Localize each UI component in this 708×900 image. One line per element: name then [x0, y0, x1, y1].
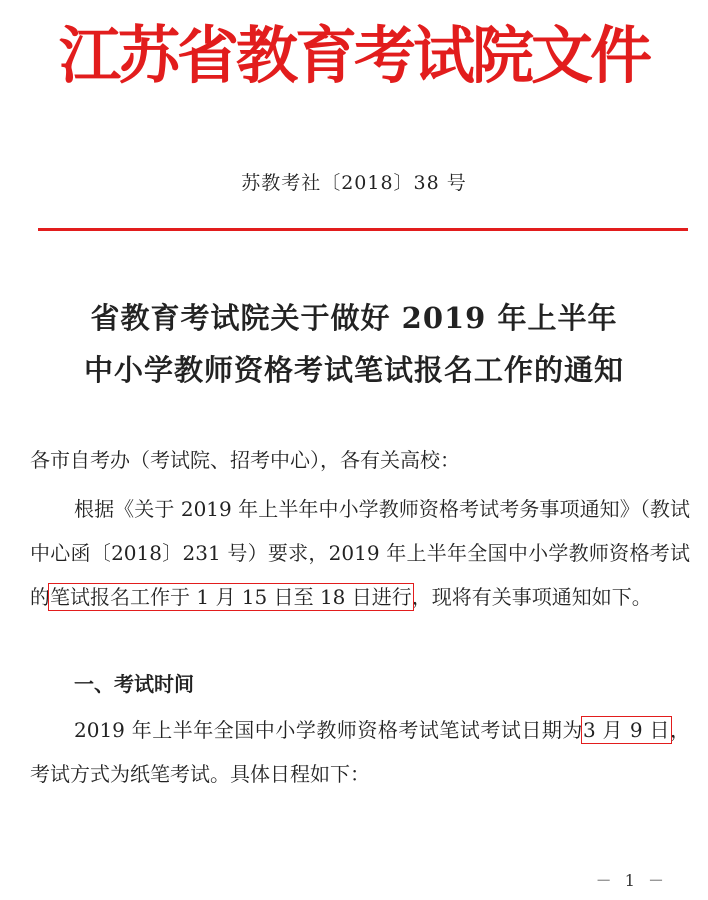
section-heading-exam-time: 一、考试时间 — [74, 672, 194, 696]
notice-title-line-1: 省教育考试院关于做好 2019 年上半年 — [90, 301, 618, 335]
salutation: 各市自考办（考试院、招考中心），各有关高校： — [30, 448, 460, 472]
exam-date-highlight: 3 月 9 日 — [582, 718, 670, 742]
header-divider — [38, 228, 688, 231]
page-number: － 1 － — [595, 871, 668, 890]
document-number: 苏教考社〔2018〕38 号 — [241, 172, 467, 194]
registration-period-highlight: 笔试报名工作于 1 月 15 日至 18 日进行 — [50, 585, 412, 609]
body1-text-after: ，现将有关事项通知如下。 — [411, 585, 652, 609]
body-paragraph-2 — [30, 708, 690, 796]
body-paragraph-1 — [30, 487, 690, 619]
masthead-title: 江苏省教育考试院文件 — [58, 19, 649, 92]
body2-text-before: 2019 年上半年全国中小学教师资格考试笔试考试日期为 — [74, 718, 583, 742]
body2-text-after: ，考试方式为纸笔考试。具体日程如下： — [30, 718, 690, 786]
notice-title-line-2: 中小学教师资格考试笔试报名工作的通知 — [83, 353, 624, 387]
body1-text-before: 根据《关于 2019 年上半年中小学教师资格考试考务事项通知》（教试中心函〔2018〕231 号）要求，2019 年上半年全国中小学教师资格考试的 — [30, 497, 690, 609]
